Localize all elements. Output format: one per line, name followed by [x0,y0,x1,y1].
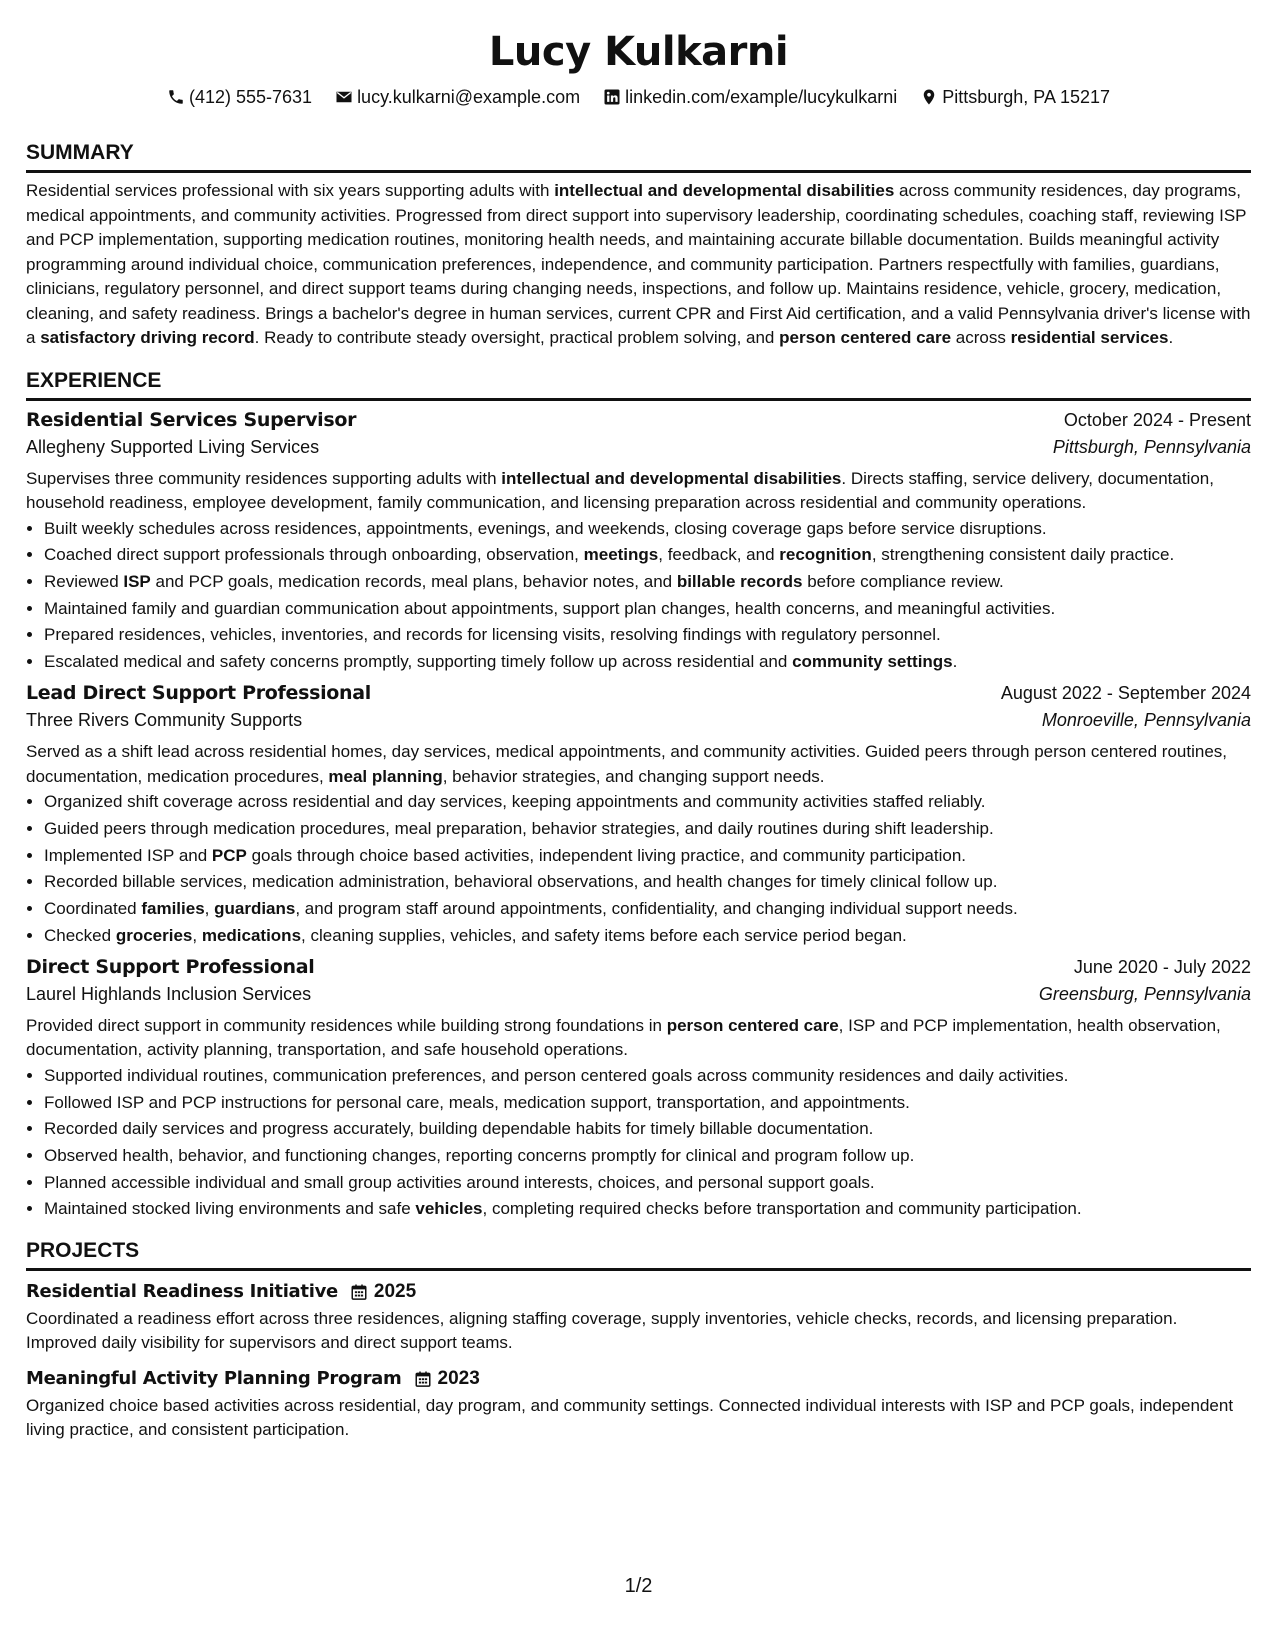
list-item: • Prepared residences, vehicles, inventories, and records for licensing visits, resolving findings with regulatory personnel. [44,623,1251,647]
contact-phone [167,84,312,110]
contact-email[interactable] [335,84,580,110]
project-description: Coordinated a readiness effort across three residences, aligning staffing coverage, supply inventories, vehicle checks, records, and licensing preparation. Improved daily visibility for supervisors and direct support teams. [26,1308,1178,1353]
project-entry [26,1281,1251,1356]
summary-heading: SUMMARY [26,140,1251,173]
contact-linkedin[interactable] [603,84,897,110]
summary-text: Residential services professional with six years supporting adults with intellectual and developmental disabilities across community residences, day programs, medical appointments, and community activities. Progressed from direct support into supervisory leadership, coordinating schedules, coaching staff, reviewing ISP and PCP implementation, supporting medication routines, monitoring health needs, and maintaining accurate billable documentation. Builds meaningful activity programming around individual choice, communication preferences, independence, and community participation. Partners respectfully with families, guardians, clinicians, regulatory personnel, and direct support teams during changing needs, inspections, and follow up. Maintains residence, vehicle, grocery, medication, cleaning, and safety readiness. Brings a bachelor's degree in human services, current CPR and First Aid certification, and a valid Pennsylvania driver's license with a satisfactory driving record. Ready to contribute steady oversight, practical problem solving, and person centered care across residential services. [26,181,1251,347]
resume-page [26,0,1251,1650]
calendar-icon [350,1283,368,1301]
page-number: 1/2 [624,1575,653,1597]
job-company: Laurel Highlands Inclusion Services [26,983,312,1004]
project-title: Residential Readiness Initiative [26,1281,338,1303]
contact-location [920,84,1110,110]
job-location: Pittsburgh, Pennsylvania [1052,436,1251,457]
list-item: • Reviewed ISP and PCP goals, medication records, meal plans, behavior notes, and billable records before compliance review. [44,570,1251,594]
phone-icon [167,88,185,106]
candidate-name: Lucy Kulkarni [488,29,789,75]
map-pin-icon [920,88,938,106]
job-description: Provided direct support in community residences while building strong foundations in person centered care, ISP and PCP implementation, health observation, documentation, activity planning, transportation, and safe household operations. [26,1015,1221,1060]
project-year: 2023 [437,1367,480,1389]
job-title: Residential Services Supervisor [26,408,357,431]
linkedin-text: linkedin.com/example/lucykulkarni [625,87,898,107]
job-description: Supervises three community residences supporting adults with intellectual and developmental disabilities. Directs staffing, service delivery, documentation, household readiness, employee development, family communication, and licensing preparation across residential and community operations. [26,468,1214,512]
list-item: • Guided peers through medication procedures, meal preparation, behavior strategies, and daily routines during shift leadership. [44,817,1251,841]
linkedin-icon [603,88,621,106]
list-item: • Organized shift coverage across residential and day services, keeping appointments and community activities staffed reliably. [44,790,1251,814]
job-entry [26,956,1251,1222]
calendar-icon [414,1370,432,1388]
job-entry [26,409,1251,675]
list-item: • Maintained stocked living environments and safe vehicles, completing required checks before transportation and community participation. [44,1197,1251,1221]
envelope-icon [335,88,353,106]
job-title: Lead Direct Support Professional [26,682,372,705]
job-title: Direct Support Professional [26,955,315,978]
job-bullets [26,1064,1251,1222]
list-item: • Recorded daily services and progress accurately, building dependable habits for timely billable documentation. [44,1117,1251,1141]
list-item: • Coached direct support professionals through onboarding, observation, meetings, feedback, and recognition, strengthening consistent daily practice. [44,543,1251,567]
list-item: • Escalated medical and safety concerns promptly, supporting timely follow up across residential and community settings. [44,650,1251,674]
job-dates: August 2022 - September 2024 [1000,683,1251,704]
list-item: • Maintained family and guardian communication about appointments, support plan changes, health concerns, and meaningful activities. [44,597,1251,621]
location-text: Pittsburgh, PA 15217 [942,87,1111,107]
list-item: • Observed health, behavior, and functioning changes, reporting concerns promptly for clinical and program follow up. [44,1144,1251,1168]
contact-bar [26,84,1251,110]
project-year: 2025 [373,1280,417,1302]
list-item: • Checked groceries, medications, cleaning supplies, vehicles, and safety items before each service period began. [44,924,1251,948]
job-dates: June 2020 - July 2022 [1073,956,1251,977]
job-bullets [26,790,1251,948]
list-item: • Coordinated families, guardians, and program staff around appointments, confidentiality, and changing individual support needs. [44,897,1251,921]
project-entry [26,1368,1251,1443]
projects-heading: PROJECTS [26,1238,1251,1271]
list-item: • Implemented ISP and PCP goals through choice based activities, independent living practice, and community participation. [44,844,1251,868]
job-bullets [26,517,1251,675]
project-description: Organized choice based activities across residential, day program, and community settings. Connected individual interests with ISP and PCP goals, independent living practice, and consistent participation. [26,1395,1234,1440]
experience-heading: EXPERIENCE [26,368,1251,401]
list-item: • Planned accessible individual and small group activities around interests, choices, and personal support goals. [44,1171,1251,1195]
project-title: Meaningful Activity Planning Program [26,1368,402,1390]
list-item: • Followed ISP and PCP instructions for personal care, meals, medication support, transportation, and appointments. [44,1091,1251,1115]
job-location: Monroeville, Pennsylvania [1041,710,1251,731]
list-item: • Recorded billable services, medication administration, behavioral observations, and health changes for timely clinical follow up. [44,870,1251,894]
job-location: Greensburg, Pennsylvania [1038,983,1251,1004]
job-company: Three Rivers Community Supports [26,710,303,731]
list-item: • Built weekly schedules across residences, appointments, evenings, and weekends, closing coverage gaps before service disruptions. [44,517,1251,541]
job-dates: October 2024 - Present [1063,409,1251,430]
phone-text: (412) 555-7631 [188,87,313,107]
email-text: lucy.kulkarni@example.com [357,87,581,107]
job-entry [26,682,1251,948]
list-item: • Supported individual routines, communication preferences, and person centered goals across community residences and daily activities. [44,1064,1251,1088]
job-description: Served as a shift lead across residential homes, day services, medical appointments, and community activities. Guided peers through person centered routines, documentation, medication procedures, meal planning, behavior strategies, and changing support needs. [26,742,1228,786]
job-company: Allegheny Supported Living Services [26,436,320,457]
